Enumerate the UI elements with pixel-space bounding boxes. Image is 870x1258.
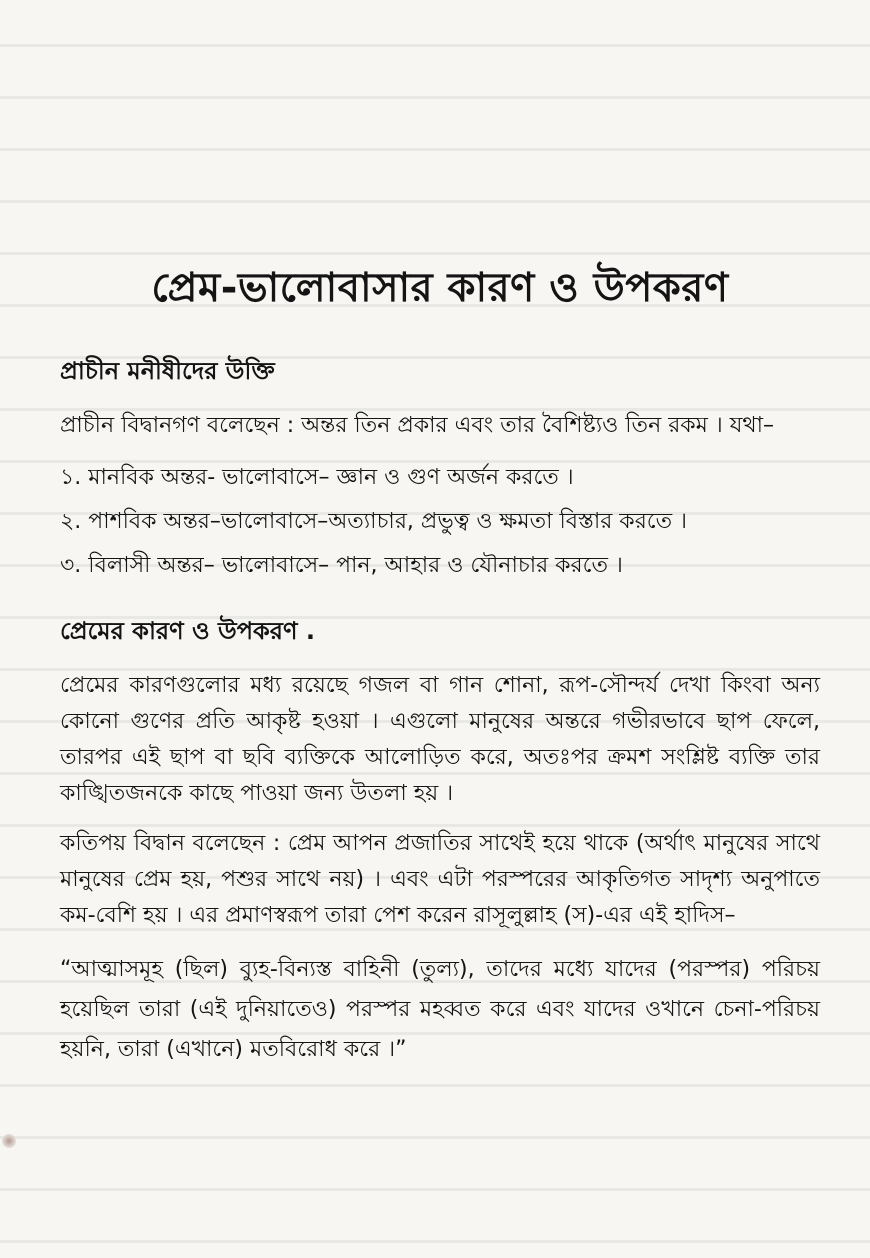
list-item: ১. মানবিক অন্তর- ভালোবাসে– জ্ঞান ও গুণ অর্জন করতে । — [60, 465, 574, 490]
section-heading-love-causes: প্রেমের কারণ ও উপকরণ . — [60, 617, 315, 645]
hadith-quote: “আত্মাসমূহ (ছিল) ব্যুহ-বিন্যস্ত বাহিনী (তুল্য), তাদের মধ্যে যাদের (পরস্পর) পরিচয় হয়েছিল তারা (এই দুনিয়াতেও) পরস্পর মহব্বত করে এবং যাদের ওখানে চেনা-পরিচয় হয়নি, তারা (এখানে) মতবিরোধ করে ।” — [60, 957, 820, 1062]
intro-paragraph: প্রাচীন বিদ্বানগণ বলেছেন : অন্তর তিন প্রকার এবং তার বৈশিষ্ট্যও তিন রকম । যথা– — [60, 413, 775, 438]
list-item: ৩. বিলাসী অন্তর– ভালোবাসে– পান, আহার ও যৌনাচার করতে । — [60, 553, 623, 578]
page-content — [60, 260, 820, 1070]
heart-types-list — [60, 458, 820, 586]
scholars-paragraph: কতিপয় বিদ্বান বলেছেন : প্রেম আপন প্রজাতির সাথেই হয়ে থাকে (অর্থাৎ মানুষের সাথে মানুষের প্রেম হয়, পশুর সাথে নয়) । এবং এটা পরস্পরের আকৃতিগত সাদৃশ্য অনুপাতে কম-বেশি হয় । এর প্রমাণস্বরূপ তারা পেশ করেন রাসূলুল্লাহ (স)-এর এই হাদিস– — [60, 831, 820, 928]
list-item: ২. পাশবিক অন্তর–ভালোবাসে–অত্যাচার, প্রভুত্ব ও ক্ষমতা বিস্তার করতে । — [60, 509, 687, 534]
causes-paragraph: প্রেমের কারণগুলোর মধ্য রয়েছে গজল বা গান শোনা, রূপ-সৌন্দর্য দেখা কিংবা অন্য কোনো গুণের প্রতি আকৃষ্ট হওয়া । এগুলো মানুষের অন্তরে গভীরভাবে ছাপ ফেলে, তারপর এই ছাপ বা ছবি ব্যক্তিকে আলোড়িত করে, অতঃপর ক্রমশ সংশ্লিষ্ট ব্যক্তি তার কাঙ্খিতজনকে কাছে পাওয়া জন্য উতলা হয় । — [60, 673, 820, 806]
paper-smudge — [2, 1134, 16, 1148]
page-title: প্রেম-ভালোবাসার কারণ ও উপকরণ — [151, 265, 729, 311]
section-heading-ancient-sayings: প্রাচীন মনীষীদের উক্তি — [60, 357, 275, 385]
